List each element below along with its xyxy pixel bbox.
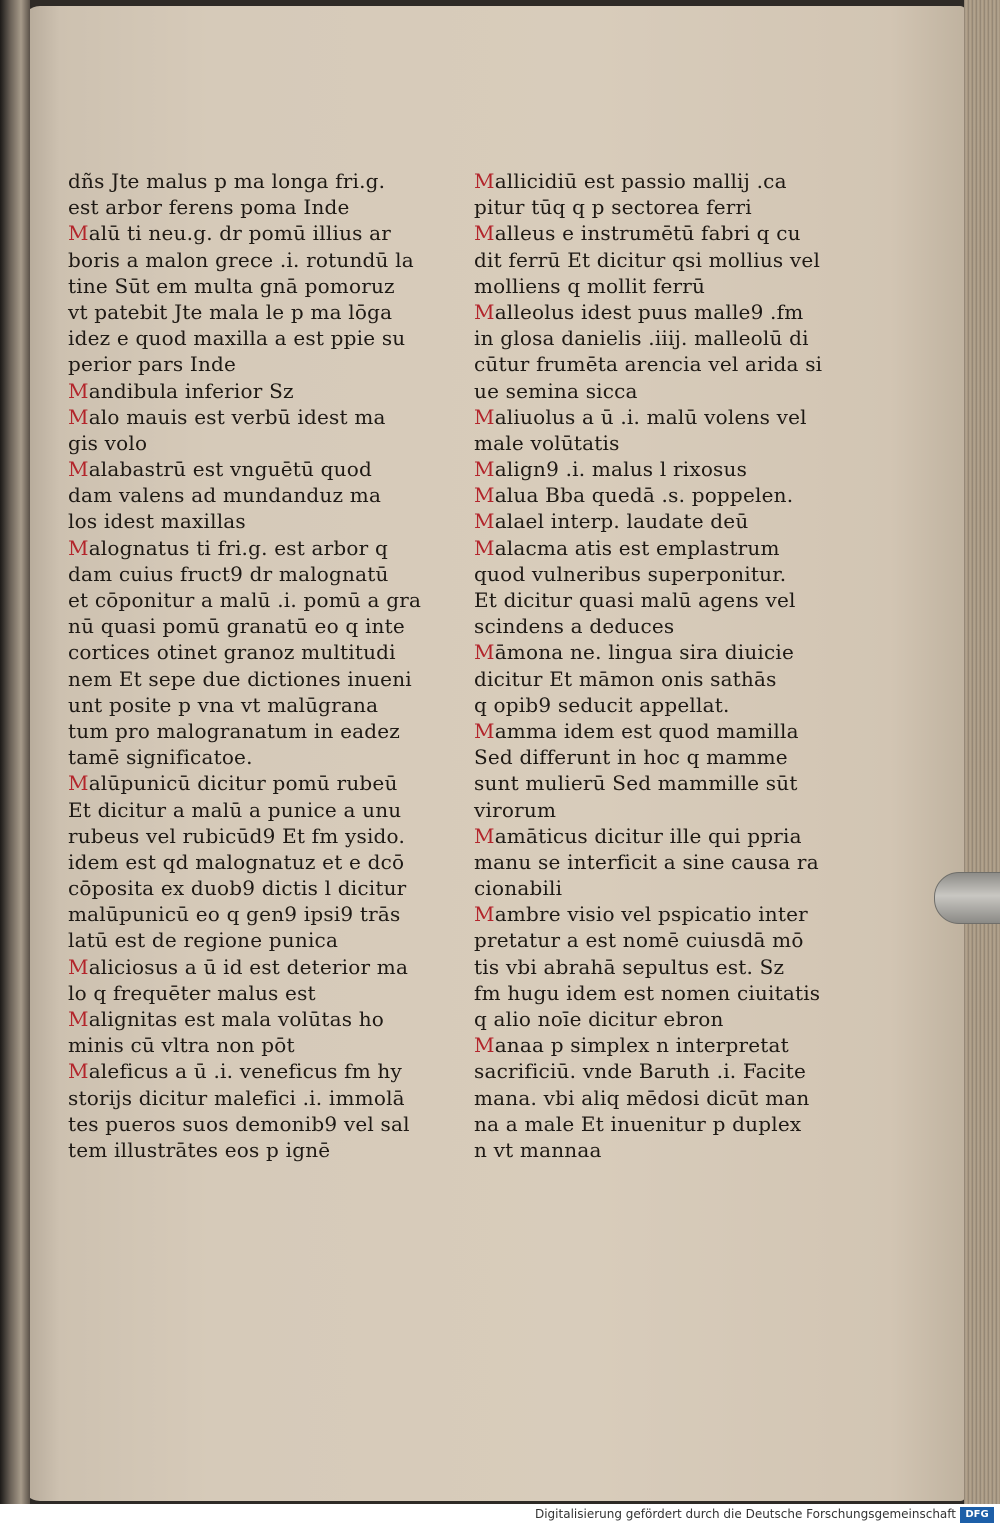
rubric-initial: M <box>68 404 89 429</box>
text-line: tamē significatoe. <box>68 745 253 770</box>
dfg-logo: DFG <box>960 1507 994 1523</box>
rubric-initial: M <box>474 299 495 324</box>
text-line: Malleus e instrumētū fabri q cu <box>474 221 801 246</box>
text-line: Malo mauis est verbū idest ma <box>68 404 386 429</box>
rubric-initial: M <box>474 640 495 665</box>
text-line: manu se interficit a sine causa ra <box>474 849 819 874</box>
text-line: Malognatus ti fri.g. est arbor q <box>68 535 388 560</box>
text-line: Malua Bba quedā .s. poppelen. <box>474 483 794 508</box>
rubric-initial: M <box>68 457 89 482</box>
text-line: malūpunicū eo q gen9 ipsi9 trās <box>68 902 401 927</box>
text-line: tem illustrātes eos p ignē <box>68 1137 331 1162</box>
text-line: pitur tūq q p sectorea ferri <box>474 195 752 220</box>
rubric-initial: M <box>68 1007 89 1031</box>
text-line: Mandibula inferior Sz <box>68 378 294 403</box>
text-line: Maliuolus a ū .i. malū volens vel <box>474 404 807 429</box>
rubric-initial: M <box>474 169 495 193</box>
text-line: Et dicitur a malū a punice a unu <box>68 797 402 822</box>
rubric-initial: M <box>474 718 495 743</box>
rubric-initial: M <box>474 483 495 508</box>
text-line: sunt mulierū Sed mammille sūt <box>474 771 798 796</box>
text-line: Manaa p simplex n interpretat <box>474 1033 789 1058</box>
rubric-initial: M <box>474 535 495 560</box>
text-line: sacrificiū. vnde Baruth .i. Facite <box>474 1059 807 1084</box>
text-line: cōposita ex duob9 dictis l dicitur <box>68 876 407 901</box>
text-line: tes pueros suos demonib9 vel sal <box>68 1111 410 1136</box>
rubric-initial: M <box>68 1059 89 1084</box>
text-line: vt patebit Jte mala le p ma lōga <box>68 299 393 324</box>
text-line: nū quasi pomū granatū eo q inte <box>68 614 405 639</box>
text-line: Malign9 .i. malus l rixosus <box>474 457 748 482</box>
text-line: mana. vbi aliq mēdosi dicūt man <box>474 1085 810 1110</box>
text-line: tine Sūt em multa gnā pomoruz <box>68 273 395 298</box>
text-line: Māmona ne. lingua sira diuicie <box>474 640 795 665</box>
text-line: fm hugu idem est nomen ciuitatis <box>474 980 821 1005</box>
text-line: Sed differunt in hoc q mamme <box>474 745 788 770</box>
text-line: Malūpunicū dicitur pomū rubeū <box>68 771 398 796</box>
text-line: Et dicitur quasi malū agens vel <box>474 588 796 612</box>
text-line: quod vulneribus superponitur. <box>474 561 787 586</box>
text-line: Mallicidiū est passio mallij .ca <box>474 169 787 193</box>
text-line: cūtur frumēta arencia vel arida si <box>474 352 823 377</box>
text-line: Malignitas est mala volūtas ho <box>68 1007 385 1031</box>
text-line: tum pro malogranatum in eadez <box>68 718 401 743</box>
text-line: rubeus vel rubicūd9 Et fm ysido. <box>68 823 406 848</box>
text-line: pretatur a est nomē cuiusdā mō <box>474 928 804 953</box>
text-line: cortices otinet granoz multitudi <box>68 640 396 665</box>
text-line: cionabili <box>474 876 563 901</box>
rubric-initial: M <box>474 823 495 848</box>
rubric-initial: M <box>474 1033 495 1058</box>
text-line: boris a malon grece .i. rotundū la <box>68 247 414 272</box>
text-line: ue semina sicca <box>474 378 638 403</box>
text-line: dñs Jte malus p ma longa fri.g. <box>68 169 386 193</box>
text-line: est arbor ferens poma Inde <box>68 195 350 220</box>
text-line: Maliciosus a ū id est deterior ma <box>68 954 409 979</box>
page-stack-edge <box>964 0 1000 1504</box>
facing-page-edge <box>0 0 30 1504</box>
text-line: gis volo <box>68 430 148 455</box>
funding-credit: Digitalisierung gefördert durch die Deutsche Forschungsgemeinschaft <box>534 1507 956 1521</box>
text-line: los idest maxillas <box>68 509 246 534</box>
text-line: molliens q mollit ferrū <box>474 273 706 298</box>
text-line: Malū ti neu.g. dr pomū illius ar <box>68 221 392 246</box>
text-line: nem Et sepe due dictiones inueni <box>68 666 412 691</box>
text-line: Malael interp. laudate deū <box>474 509 749 534</box>
text-line: lo q frequēter malus est <box>68 980 316 1005</box>
text-line: Mamma idem est quod mamilla <box>474 718 799 743</box>
rubric-initial: M <box>474 404 495 429</box>
rubric-initial: M <box>68 221 89 246</box>
text-line: dam cuius fruct9 dr malognatū <box>68 561 389 586</box>
text-line: virorum <box>474 797 557 822</box>
text-line: in glosa danielis .iiij. malleolū di <box>474 326 809 351</box>
text-line: idem est qd malognatuz et e dcō <box>68 849 405 874</box>
rubric-initial: M <box>68 378 89 403</box>
text-line: et cōponitur a malū .i. pomū a gra <box>68 588 422 612</box>
text-line: Malleolus idest puus malle9 .fm <box>474 299 804 324</box>
rubric-initial: M <box>474 902 495 927</box>
text-line: q opib9 seducit appellat. <box>474 692 730 717</box>
text-line: unt posite p vna vt malūgrana <box>68 692 379 717</box>
text-line: Malacma atis est emplastrum <box>474 535 780 560</box>
text-line: minis cū vltra non pōt <box>68 1033 295 1058</box>
text-line: Malabastrū est vnguētū quod <box>68 457 372 482</box>
rubric-initial: M <box>474 509 495 534</box>
rubric-initial: M <box>68 954 89 979</box>
text-line: perior pars Inde <box>68 352 237 377</box>
rubric-initial: M <box>68 535 89 560</box>
text-line: dicitur Et māmon onis sathās <box>474 666 777 691</box>
rubric-initial: M <box>474 457 495 482</box>
text-line: dam valens ad mundanduz ma <box>68 483 382 508</box>
text-line: scindens a deduces <box>474 614 675 639</box>
text-line: Maleficus a ū .i. veneficus fm hy <box>68 1059 402 1084</box>
text-line: male volūtatis <box>474 430 620 455</box>
text-line: storijs dicitur malefici .i. immolā <box>68 1085 405 1110</box>
text-line: Mambre visio vel pspicatio inter <box>474 902 808 927</box>
text-line: q alio noīe dicitur ebron <box>474 1007 724 1031</box>
text-line: idez e quod maxilla a est ppie su <box>68 326 406 351</box>
book-clamp <box>934 872 1000 924</box>
text-line: na a male Et inuenitur p duplex <box>474 1111 802 1136</box>
footer-bar <box>0 1504 1000 1526</box>
text-line: Mamāticus dicitur ille qui ppria <box>474 823 802 848</box>
rubric-initial: M <box>474 221 495 246</box>
text-line: tis vbi abrahā sepultus est. Sz <box>474 954 785 979</box>
text-column-left <box>68 168 422 1163</box>
text-line: latū est de regione punica <box>68 928 339 953</box>
text-column-right <box>474 168 823 1163</box>
text-line: dit ferrū Et dicitur qsi mollius vel <box>474 247 821 272</box>
text-line: n vt mannaa <box>474 1137 602 1162</box>
rubric-initial: M <box>68 771 89 796</box>
